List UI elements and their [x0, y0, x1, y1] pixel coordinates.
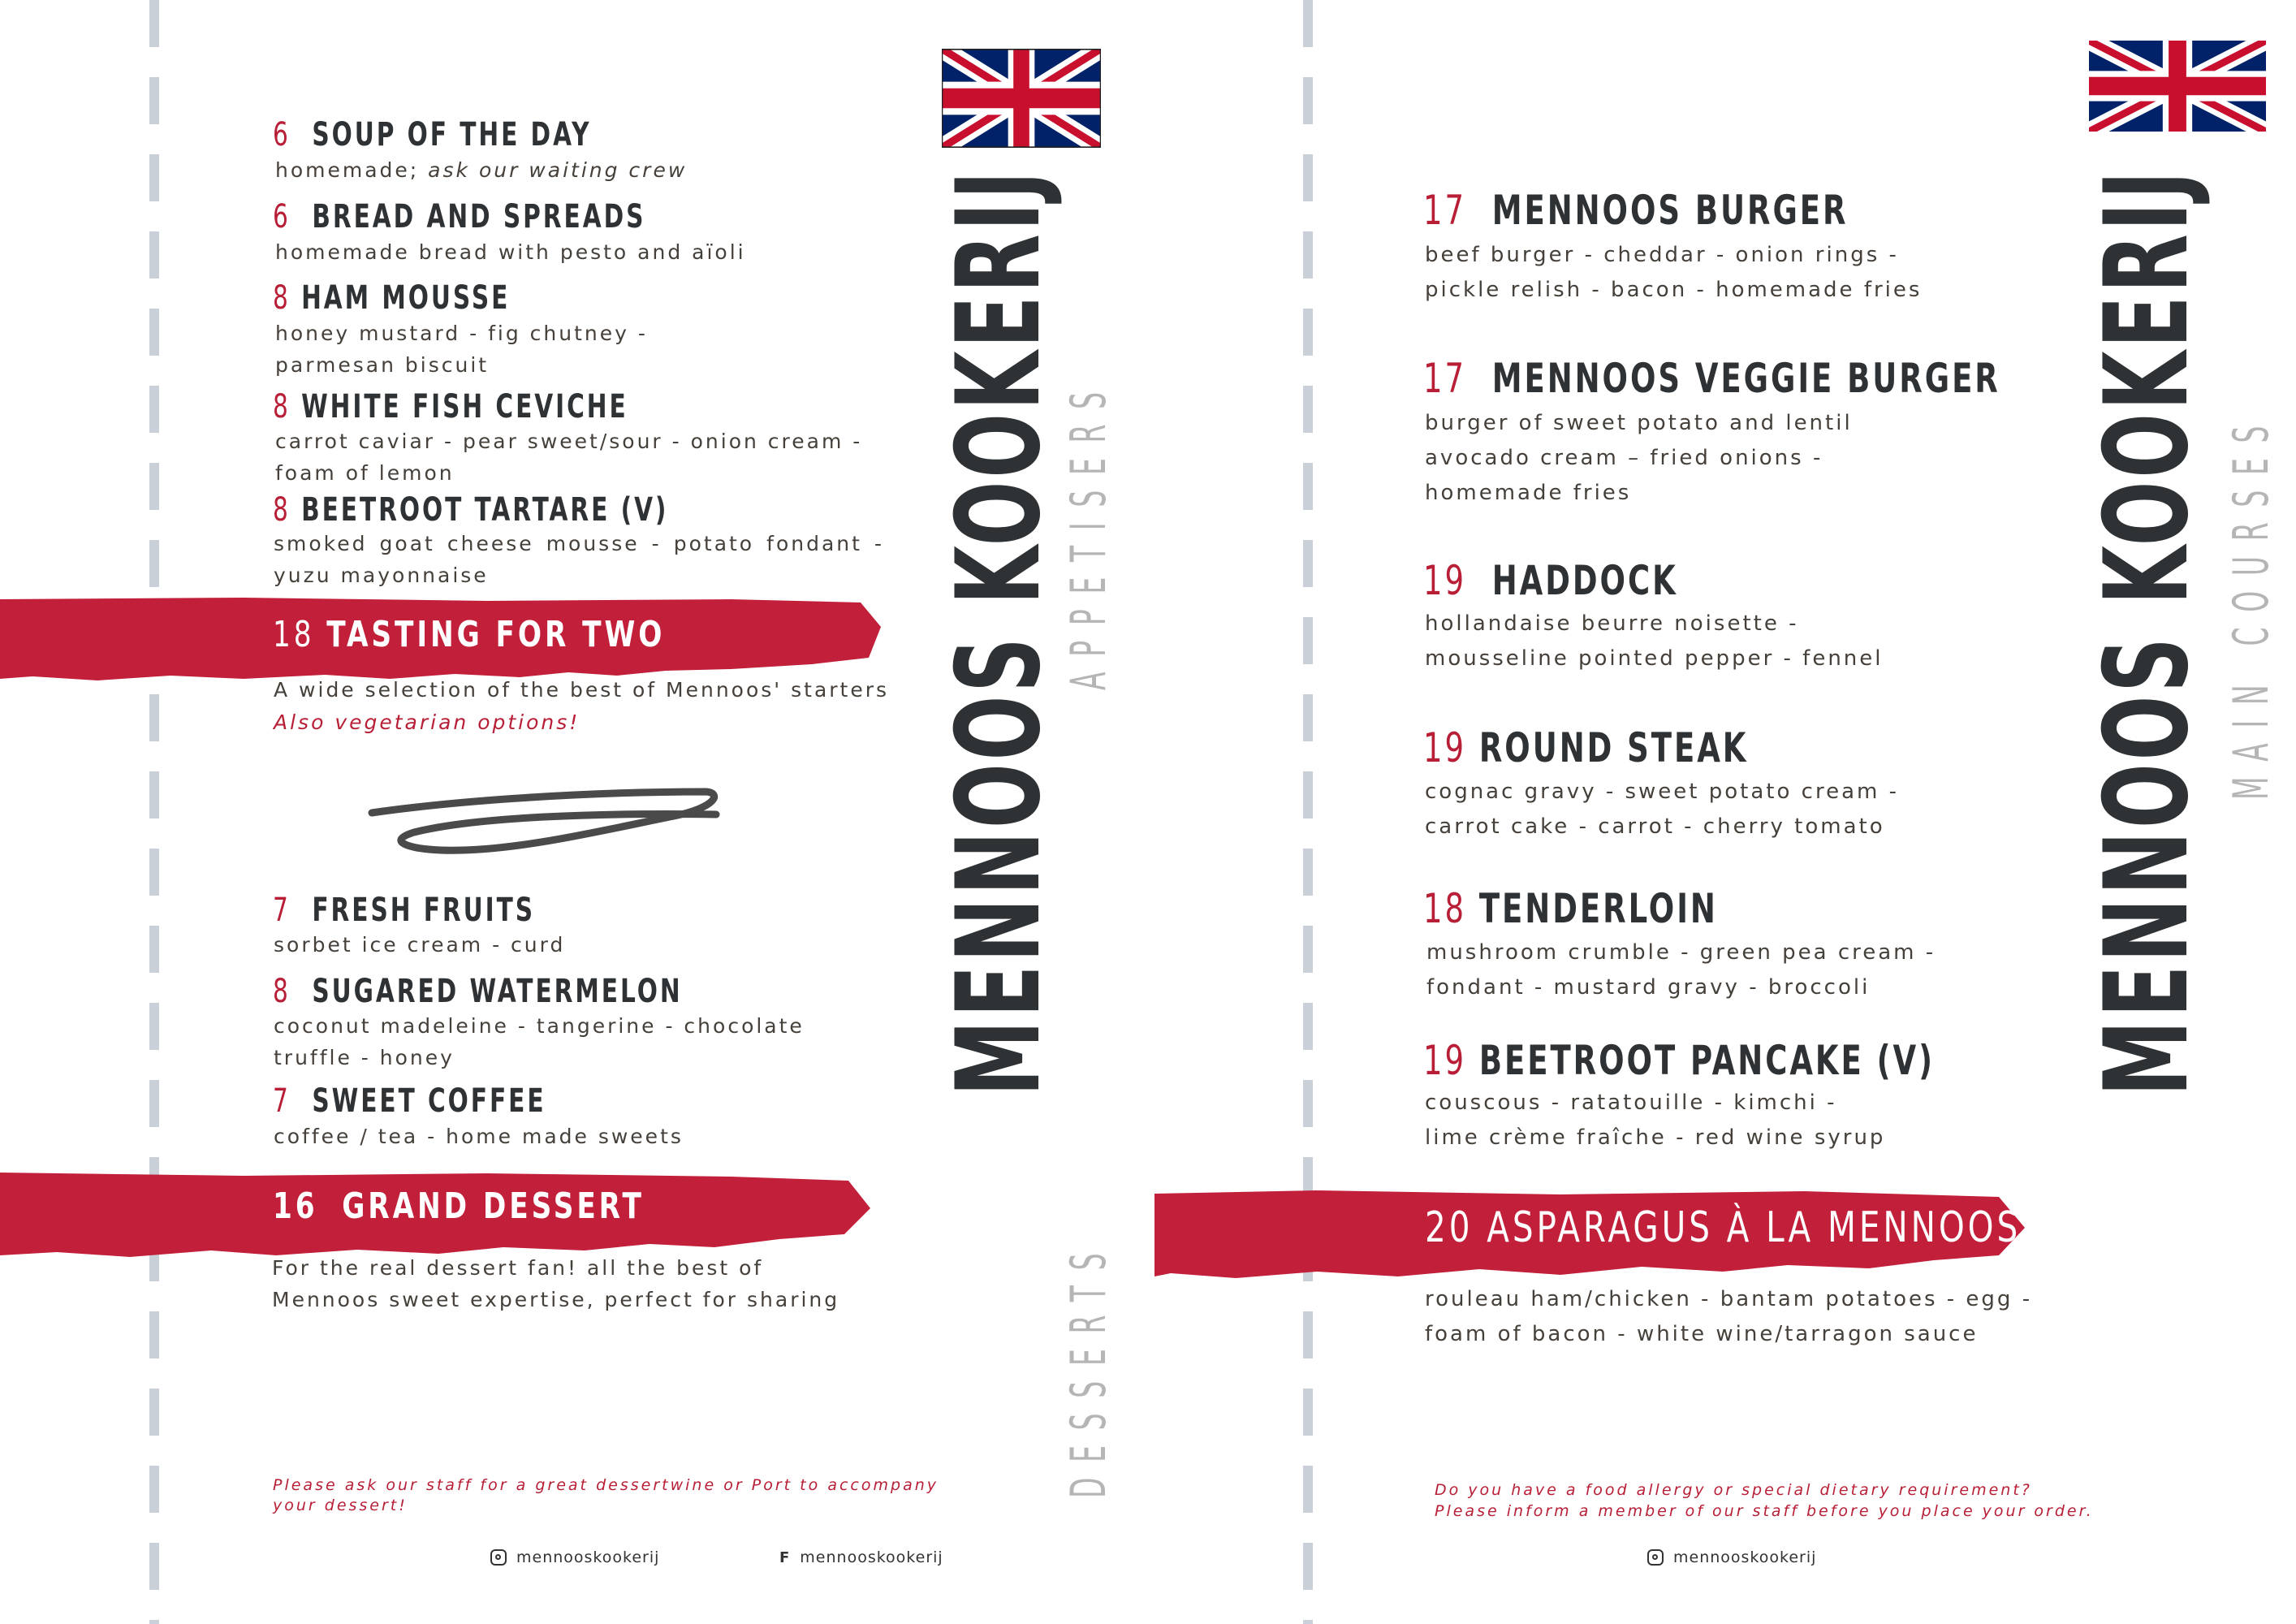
menu-item-desc: cognac gravy - sweet potato cream -: [1425, 780, 1899, 804]
menu-item-title: 8 WHITE FISH CEVICHE: [273, 388, 628, 425]
menu-item-title: 6 BREAD AND SPREADS: [273, 198, 646, 235]
tasting-note: Also vegetarian options!: [274, 710, 580, 734]
menu-item-title: 17 MENNOOS BURGER: [1423, 187, 1849, 234]
dashed-line-middle: [1303, 0, 1313, 1624]
facebook-handle[interactable]: F mennooskookerij: [779, 1548, 943, 1566]
menu-item-desc: lime crème fraîche - red wine syrup: [1425, 1125, 1886, 1150]
asparagus-desc: rouleau ham/chicken - bantam potatoes - egg -: [1425, 1287, 2033, 1311]
asparagus-desc: foam of bacon - white wine/tarragon sauce: [1425, 1322, 1979, 1346]
menu-item-desc: mousseline pointed pepper - fennel: [1425, 646, 1884, 671]
menu-item-desc: honey mustard - fig chutney -: [275, 322, 648, 345]
menu-item-desc: carrot caviar - pear sweet/sour - onion cream -: [275, 430, 863, 453]
menu-item-desc: hollandaise beurre noisette -: [1425, 611, 1799, 636]
menu-item-title: 8 HAM MOUSSE: [273, 279, 511, 317]
menu-item-desc: homemade; ask our waiting crew: [275, 158, 688, 182]
menu-item-desc: homemade bread with pesto and aïoli: [275, 240, 746, 264]
menu-item-desc: coconut madeleine - tangerine - chocolate truffle - honey: [274, 1014, 805, 1069]
allergy-note: Please inform a member of our staff before you place your order.: [1435, 1502, 2094, 1520]
tasting-title: 18 TASTING FOR TWO: [273, 614, 666, 655]
section-appetisers: APPETISERS: [1060, 377, 1117, 690]
menu-item-desc: homemade fries: [1425, 481, 1632, 505]
menu-item-title: 19 BEETROOT PANCAKE (V): [1423, 1037, 1935, 1084]
instagram-handle[interactable]: mennooskookerij: [1647, 1548, 1816, 1566]
menu-item-title: 7 SWEET COFFEE: [273, 1082, 546, 1120]
pen-squiggle-icon: [365, 775, 723, 857]
allergy-note: Do you have a food allergy or special dietary requirement?: [1435, 1481, 2032, 1499]
facebook-icon: F: [779, 1548, 791, 1566]
section-desserts: DESSERTS: [1060, 1237, 1117, 1498]
section-main-courses: MAIN COURSES: [2223, 410, 2280, 800]
menu-item-desc: smoked goat cheese mousse - potato fondant - yuzu mayonnaise: [274, 532, 884, 587]
brand-vertical-left: MENNOOS KOOKERIJ: [932, 167, 1066, 1096]
menu-item-desc: burger of sweet potato and lentil: [1425, 411, 1853, 435]
menu-item-title: 8 SUGARED WATERMELON: [273, 973, 683, 1010]
menu-item-desc: avocado cream – fried onions -: [1425, 446, 1823, 470]
grand-dessert-desc: For the real dessert fan! all the best of Mennoos sweet expertise, perfect for sharing: [272, 1256, 840, 1311]
menu-item-title: 6 SOUP OF THE DAY: [273, 116, 592, 153]
menu-item-title: 19 HADDOCK: [1423, 557, 1678, 604]
menu-item-title: 18 TENDERLOIN: [1423, 885, 1718, 932]
menu-item-desc: couscous - ratatouille - kimchi -: [1425, 1091, 1837, 1115]
menu-item-desc: mushroom crumble - green pea cream -: [1426, 940, 1936, 965]
footer-note: Please ask our staff for a great dessertwine or Port to accompany your dessert!: [273, 1476, 939, 1514]
menu-item-desc: parmesan biscuit: [275, 353, 490, 377]
menu-item-title: 19 ROUND STEAK: [1423, 724, 1749, 771]
grand-dessert-title: 16 GRAND DESSERT: [273, 1186, 645, 1227]
instagram-icon: [1647, 1549, 1664, 1566]
asparagus-title: 20 ASPARAGUS À LA MENNOOS: [1425, 1203, 2022, 1252]
tasting-desc: A wide selection of the best of Mennoos' starters: [274, 678, 890, 702]
menu-item-title: 7 FRESH FRUITS: [273, 892, 536, 929]
menu-item-desc: coffee / tea - home made sweets: [274, 1125, 684, 1148]
menu-item-desc: foam of lemon: [275, 461, 455, 485]
dashed-line-left: [149, 0, 159, 1624]
instagram-icon: [490, 1549, 507, 1566]
menu-item-title: 8 BEETROOT TARTARE (V): [273, 491, 669, 529]
menu-item-desc: pickle relish - bacon - homemade fries: [1425, 278, 1923, 302]
menu-item-title: 17 MENNOOS VEGGIE BURGER: [1423, 355, 2000, 402]
menu-item-desc: carrot cake - carrot - cherry tomato: [1425, 814, 1885, 839]
menu-item-desc: sorbet ice cream - curd: [274, 933, 566, 957]
menu-item-desc: beef burger - cheddar - onion rings -: [1425, 243, 1899, 267]
menu-item-desc: fondant - mustard gravy - broccoli: [1426, 975, 1871, 1000]
instagram-handle[interactable]: mennooskookerij: [490, 1548, 659, 1566]
brand-vertical-right: MENNOOS KOOKERIJ: [2080, 167, 2214, 1096]
